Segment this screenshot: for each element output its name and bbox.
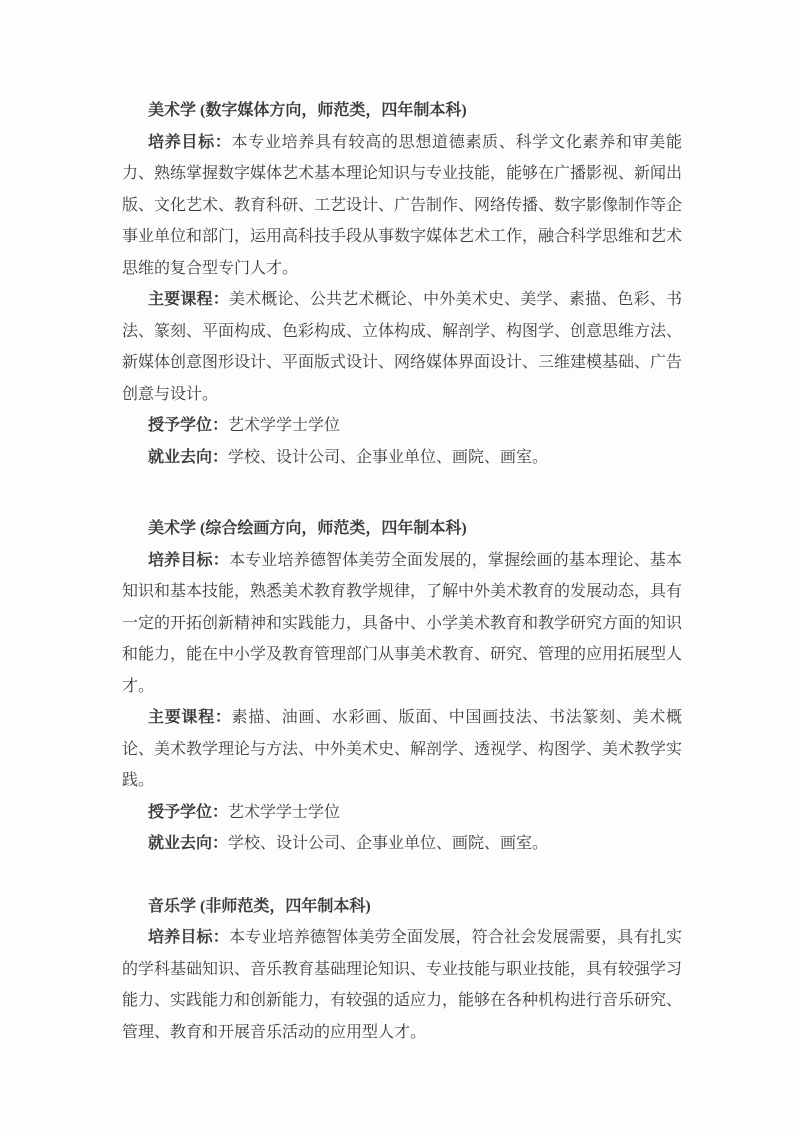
section-musicology	[122, 891, 682, 1049]
field-value-employment-direction: 学校、设计公司、企事业单位、画院、画室。	[228, 448, 549, 466]
field-value-training-objective: 本专业培养德智体美劳全面发展，符合社会发展需要，具有扎实的学科基础知识、音乐教育基础理论知识、专业技能与职业技能，具有较强学习能力、实践能力和创新能力，有较强的适应力，能够在各种机构进行音乐研究、管理、教育和开展音乐活动的应用型人才。	[122, 929, 683, 1041]
field-label-training-objective: 培养目标：	[148, 929, 229, 946]
section-title: 音乐学 (非师范类，四年制本科)	[148, 897, 371, 915]
paragraph-degree-awarded	[122, 797, 682, 829]
paragraph-degree-awarded	[122, 410, 682, 442]
field-label-employment-direction: 就业去向：	[148, 835, 229, 852]
field-value-degree-awarded: 艺术学学士学位	[228, 803, 341, 821]
field-value-main-courses: 素描、油画、水彩画、版面、中国画技法、书法篆刻、美术概论、美术教学理论与方法、中外美术史、解剖学、透视学、构图学、美术教学实践。	[122, 709, 683, 789]
field-value-training-objective: 本专业培养德智体美劳全面发展的，掌握绘画的基本理论、基本知识和基本技能，熟悉美术教育教学规律，了解中外美术教育的发展动态，具有一定的开拓创新精神和实践能力，具备中、小学美术教育和教学研究方面的知识和能力，能在中小学及教育管理部门从事美术教育、研究、管理的应用拓展型人才。	[122, 551, 683, 695]
field-label-employment-direction: 就业去向：	[148, 448, 229, 466]
document-content	[122, 95, 682, 1048]
field-label-degree-awarded: 授予学位：	[148, 803, 229, 821]
field-value-degree-awarded: 艺术学学士学位	[228, 417, 341, 434]
paragraph-employment-direction	[122, 442, 682, 474]
field-label-main-courses: 主要课程：	[148, 709, 232, 726]
paragraph-main-courses	[122, 702, 682, 797]
paragraph-training-objective	[122, 127, 682, 285]
field-label-training-objective: 培养目标：	[148, 133, 232, 151]
field-label-degree-awarded: 授予学位：	[148, 417, 229, 434]
section-fine-arts-digital-media	[122, 95, 682, 473]
paragraph-training-objective	[122, 922, 682, 1048]
field-value-main-courses: 美术概论、公共艺术概论、中外美术史、美学、素描、色彩、书法、篆刻、平面构成、色彩构成、立体构成、解剖学、构图学、创意思维方法、新媒体创意图形设计、平面版式设计、网络媒体界面设计、三维建模基础、广告创意与设计。	[122, 291, 683, 403]
field-value-training-objective: 本专业培养具有较高的思想道德素质、科学文化素养和审美能力、熟练掌握数字媒体艺术基本理论知识与专业技能，能够在广播影视、新闻出版、文化艺术、教育科研、工艺设计、广告制作、网络传播、数字影像制作等企事业单位和部门，运用高科技手段从事数字媒体艺术工作，融合科学思维和艺术思维的复合型专门人才。	[122, 133, 683, 277]
paragraph-training-objective	[122, 545, 682, 703]
field-label-main-courses: 主要课程：	[148, 291, 229, 308]
section-title: 美术学 (数字媒体方向，师范类，四年制本科)	[148, 102, 467, 119]
field-label-training-objective: 培养目标：	[148, 551, 229, 569]
field-value-employment-direction: 学校、设计公司、企事业单位、画院、画室。	[228, 835, 549, 852]
section-title: 美术学 (综合绘画方向，师范类，四年制本科)	[148, 520, 467, 537]
paragraph-main-courses	[122, 284, 682, 410]
section-fine-arts-comprehensive-painting	[122, 513, 682, 860]
paragraph-employment-direction	[122, 828, 682, 860]
